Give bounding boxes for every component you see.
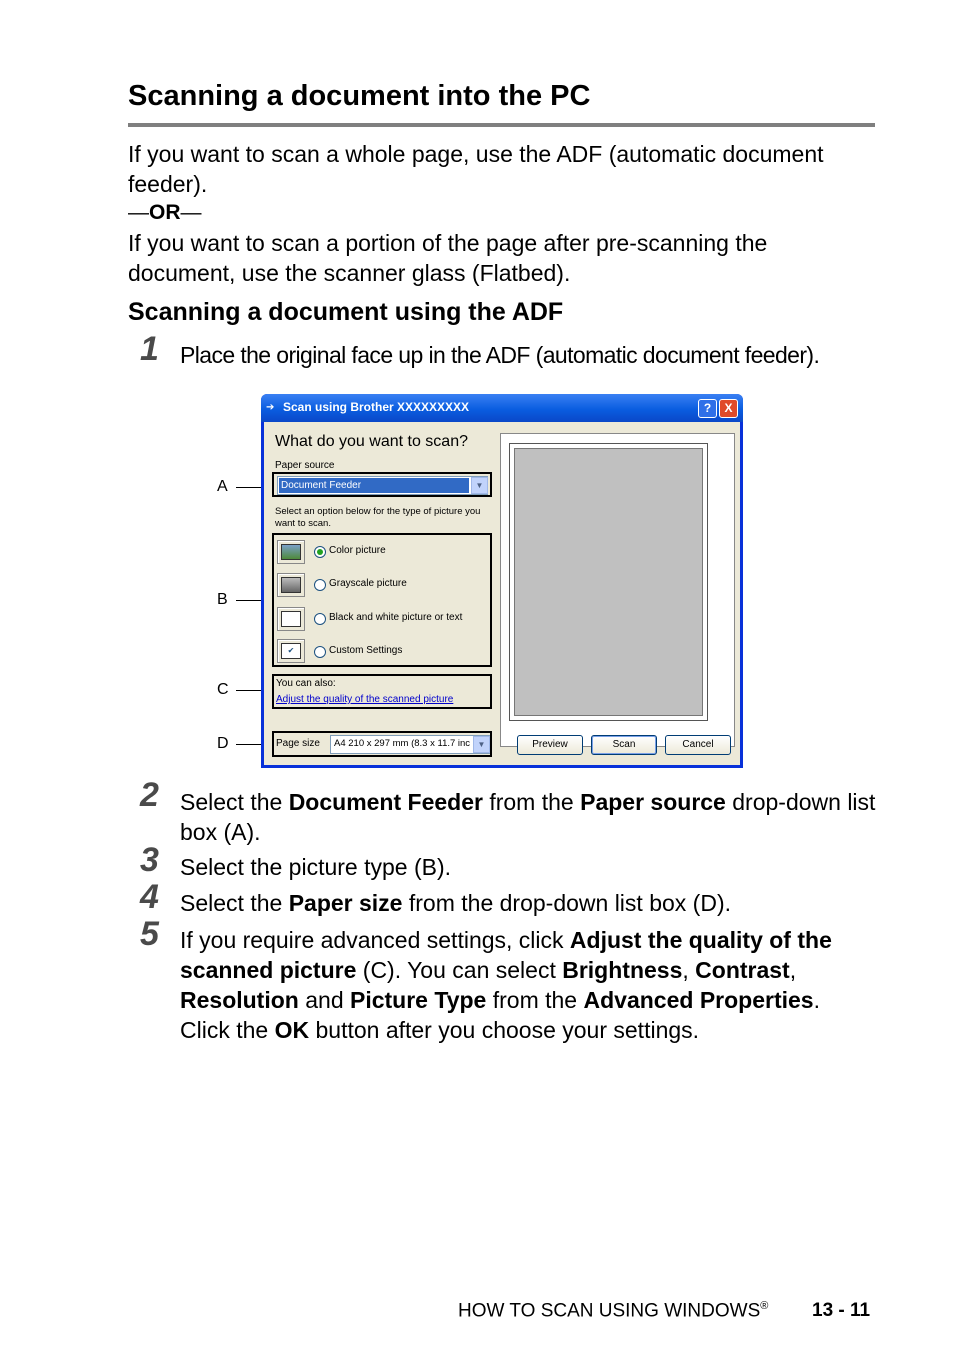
dialog-body (264, 422, 740, 765)
step-emphasis: Brightness (562, 957, 683, 983)
footer-section-title: HOW TO SCAN USING WINDOWS (458, 1300, 761, 1322)
intro-adf: If you want to scan a whole page, use the ADF (automatic document feeder). (128, 141, 824, 197)
radio-bw[interactable] (314, 613, 326, 625)
paper-source-value: Document Feeder (279, 478, 469, 493)
paper-source-frame (272, 472, 492, 497)
custom-icon-button[interactable] (277, 639, 305, 663)
step-text-part: (C). You can select (356, 957, 563, 983)
radio-custom[interactable] (314, 646, 326, 658)
radio-grayscale[interactable] (314, 579, 326, 591)
option-custom[interactable]: Custom Settings (329, 645, 403, 656)
step-text-part: , (682, 957, 696, 983)
step-text (180, 787, 880, 847)
step-text-part: , (789, 957, 797, 983)
step-number: 4 (140, 878, 159, 916)
bw-icon-button[interactable] (277, 607, 305, 631)
step-number: 3 (140, 841, 159, 879)
step-emphasis: Adjust the quality of the scanned picture (180, 927, 832, 983)
picture-type-hint: Select an option below for the type of picture you want to scan. (275, 506, 481, 529)
step-emphasis: OK (274, 1017, 310, 1043)
chevron-down-icon[interactable]: ▼ (473, 736, 490, 753)
page-size-value: A4 210 x 297 mm (8.3 x 11.7 inc (334, 738, 471, 749)
close-button[interactable]: X (719, 399, 738, 418)
page-size-select[interactable] (330, 735, 490, 754)
callout-c: C (217, 681, 229, 698)
scanner-icon: ➔ (266, 402, 275, 413)
color-picture-icon (281, 544, 301, 560)
step-emphasis: Contrast (695, 957, 790, 983)
dialog-titlebar (261, 394, 743, 422)
step-emphasis: Resolution (180, 987, 299, 1013)
step-text: Select the picture type (B). (180, 854, 452, 880)
or-separator: —OR— (128, 201, 202, 224)
step-text-part: If you require advanced settings, click (180, 927, 570, 953)
cancel-button[interactable]: Cancel (665, 735, 731, 755)
color-picture-icon-button[interactable] (277, 540, 305, 564)
preview-button[interactable]: Preview (517, 735, 583, 755)
step-number: 2 (140, 776, 159, 814)
paper-source-select[interactable] (277, 476, 488, 495)
page-title: Scanning a document into the PC (128, 80, 591, 112)
option-grayscale[interactable]: Grayscale picture (329, 578, 407, 589)
step-text: Place the original face up in the ADF (automatic document feeder). (180, 342, 820, 368)
dialog-title: Scan using Brother XXXXXXXXX (283, 400, 470, 414)
custom-settings-icon: ✔ (281, 643, 301, 659)
callout-d: D (217, 735, 229, 752)
preview-panel (500, 433, 735, 747)
step-emphasis: Document Feeder (288, 789, 483, 815)
grayscale-picture-icon (281, 577, 301, 593)
picture-type-group (272, 533, 492, 667)
step-text-part: from the (482, 789, 581, 815)
title-rule (128, 123, 875, 127)
callout-a: A (217, 478, 228, 495)
you-can-also-group (272, 674, 492, 709)
scan-question: What do you want to scan? (275, 433, 468, 450)
step-emphasis: Advanced Properties (583, 987, 814, 1013)
registered-mark: ® (760, 1300, 769, 1312)
adjust-quality-link[interactable]: Adjust the quality of the scanned picture (276, 694, 454, 705)
step-text (180, 925, 875, 1045)
page-number: 13 - 11 (812, 1300, 871, 1321)
step-text-part: and (298, 987, 350, 1013)
intro-flatbed: If you want to scan a portion of the page after pre-scanning the document, use the scanner glass (Flatbed). (128, 230, 768, 286)
bw-text-icon (281, 611, 301, 627)
step-text-part: Select the (180, 789, 289, 815)
preview-area (514, 448, 703, 716)
step-text-part: . Click the (180, 987, 820, 1043)
step-text-part: Select the (180, 890, 289, 916)
page-size-label: Page size (276, 738, 320, 749)
option-color-picture[interactable]: Color picture (329, 545, 386, 556)
footer-section (458, 1300, 768, 1322)
step-text-part: button after you choose your settings. (309, 1017, 700, 1043)
step-number: 1 (140, 330, 159, 368)
step-emphasis: Paper size (288, 890, 403, 916)
paper-source-label: Paper source (275, 460, 335, 471)
step-text-part: from the (486, 987, 584, 1013)
step-text-part: drop-down list box (A). (180, 789, 876, 845)
step-emphasis: Paper source (580, 789, 726, 815)
section-heading: Scanning a document using the ADF (128, 298, 564, 326)
chevron-down-icon[interactable]: ▼ (471, 477, 488, 494)
page-size-frame (272, 731, 492, 757)
option-bw[interactable]: Black and white picture or text (329, 612, 463, 623)
you-can-also-label: You can also: (276, 678, 336, 689)
or-label: OR (149, 201, 181, 224)
step-text (180, 888, 880, 918)
preview-frame (509, 443, 708, 721)
step-number: 5 (140, 915, 159, 953)
step-text-part: from the drop-down list box (D). (402, 890, 731, 916)
callout-b: B (217, 591, 228, 608)
grayscale-icon-button[interactable] (277, 573, 305, 597)
help-button[interactable]: ? (698, 399, 717, 418)
step-emphasis: Picture Type (350, 987, 487, 1013)
scan-dialog (261, 394, 743, 768)
radio-color-picture[interactable] (314, 546, 326, 558)
scan-button[interactable]: Scan (591, 735, 657, 755)
